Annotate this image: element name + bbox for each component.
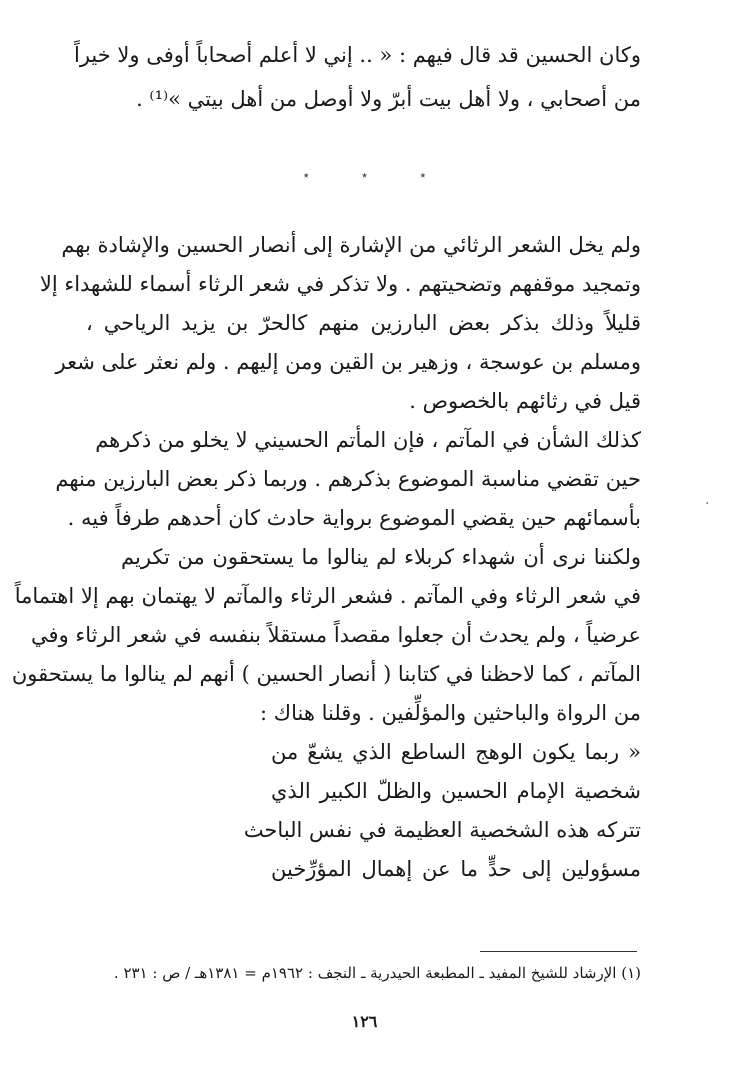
paragraph-2-line-1: كذلك الشأن في المآتم ، فإن المأتم الحسيني لا يخلو من ذكرهم: [95, 428, 641, 452]
paragraph-1-line-5: قيل في رثائهم بالخصوص .: [409, 389, 641, 413]
page-number: ١٢٦: [351, 1012, 378, 1031]
footnote-divider: [480, 951, 637, 952]
section-separator: [0, 168, 729, 182]
paragraph-3-line-4: المآتم ، كما لاحظنا في كتابنا ( أنصار الحسين ) أنهم لم ينالوا ما يستحقون: [11, 662, 641, 686]
quotation-line-1: « ربما يكون الوهج الساطع الذي يشعّ من: [271, 740, 641, 764]
paragraph-1-line-2: وتمجيد موقفهم وتضحيتهم . ولا تذكر في شعر الرثاء أسماء للشهداء إلا: [39, 272, 641, 296]
top-paragraph-line-2: من أصحابي ، ولا أهل بيت أبرّ ولا أوصل من أهل بيتي »⁽¹⁾ .: [136, 87, 641, 111]
paragraph-2-line-2: حين تقضي مناسبة الموضوع بذكرهم . وربما ذكر بعض البارزين منهم: [55, 467, 641, 491]
paragraph-1-line-4: ومسلم بن عوسجة ، وزهير بن القين ومن إليهم . ولم نعثر على شعر: [55, 350, 641, 374]
quotation-line-2: شخصية الإمام الحسين والظلّ الكبير الذي: [271, 779, 641, 803]
quotation-line-3: تتركه هذه الشخصية العظيمة في نفس الباحث: [243, 818, 641, 842]
paragraph-3-line-3: عرضياً ، ولم يحدث أن جعلوا مقصداً مستقلاً بنفسه في شعر الرثاء وفي: [31, 623, 641, 647]
top-paragraph-line-1: وكان الحسين قد قال فيهم : « .. إني لا أعلم أصحاباً أوفى ولا خيراً: [73, 43, 641, 67]
quotation-line-4: مسؤولين إلى حدٍّ ما عن إهمال المؤرِّخين: [271, 857, 641, 881]
paragraph-1-line-1: ولم يخل الشعر الرثائي من الإشارة إلى أنصار الحسين والإشادة بهم: [61, 233, 641, 257]
paragraph-2-line-3: بأسمائهم حين يقضي الموضوع برواية حادث كان أحدهم طرفاً فيه .: [67, 506, 641, 530]
margin-mark: .: [705, 492, 710, 508]
paragraph-3-line-2: في شعر الرثاء وفي المآتم . فشعر الرثاء والمآتم لا يهتمان بهم إلا اهتماماً: [14, 584, 641, 608]
paragraph-3-line-5: من الرواة والباحثين والمؤلِّفين . وقلنا هناك :: [260, 701, 641, 725]
separator-star-icon: ٭: [419, 168, 427, 182]
separator-star-icon: ٭: [302, 168, 310, 182]
separator-star-icon: ٭: [361, 168, 368, 182]
footnote: (١) الإرشاد للشيخ المفيد ـ المطبعة الحيدرية ـ النجف : ١٩٦٢م = ١٣٨١هـ / ص : ٢٣١ .: [113, 964, 641, 982]
paragraph-1-line-3: قليلاً وذلك بذكر بعض البارزين منهم كالحرّ بن يزيد الرياحي ،: [86, 311, 641, 335]
paragraph-3-line-1: ولكننا نرى أن شهداء كربلاء لم ينالوا ما يستحقون من تكريم: [121, 545, 641, 569]
